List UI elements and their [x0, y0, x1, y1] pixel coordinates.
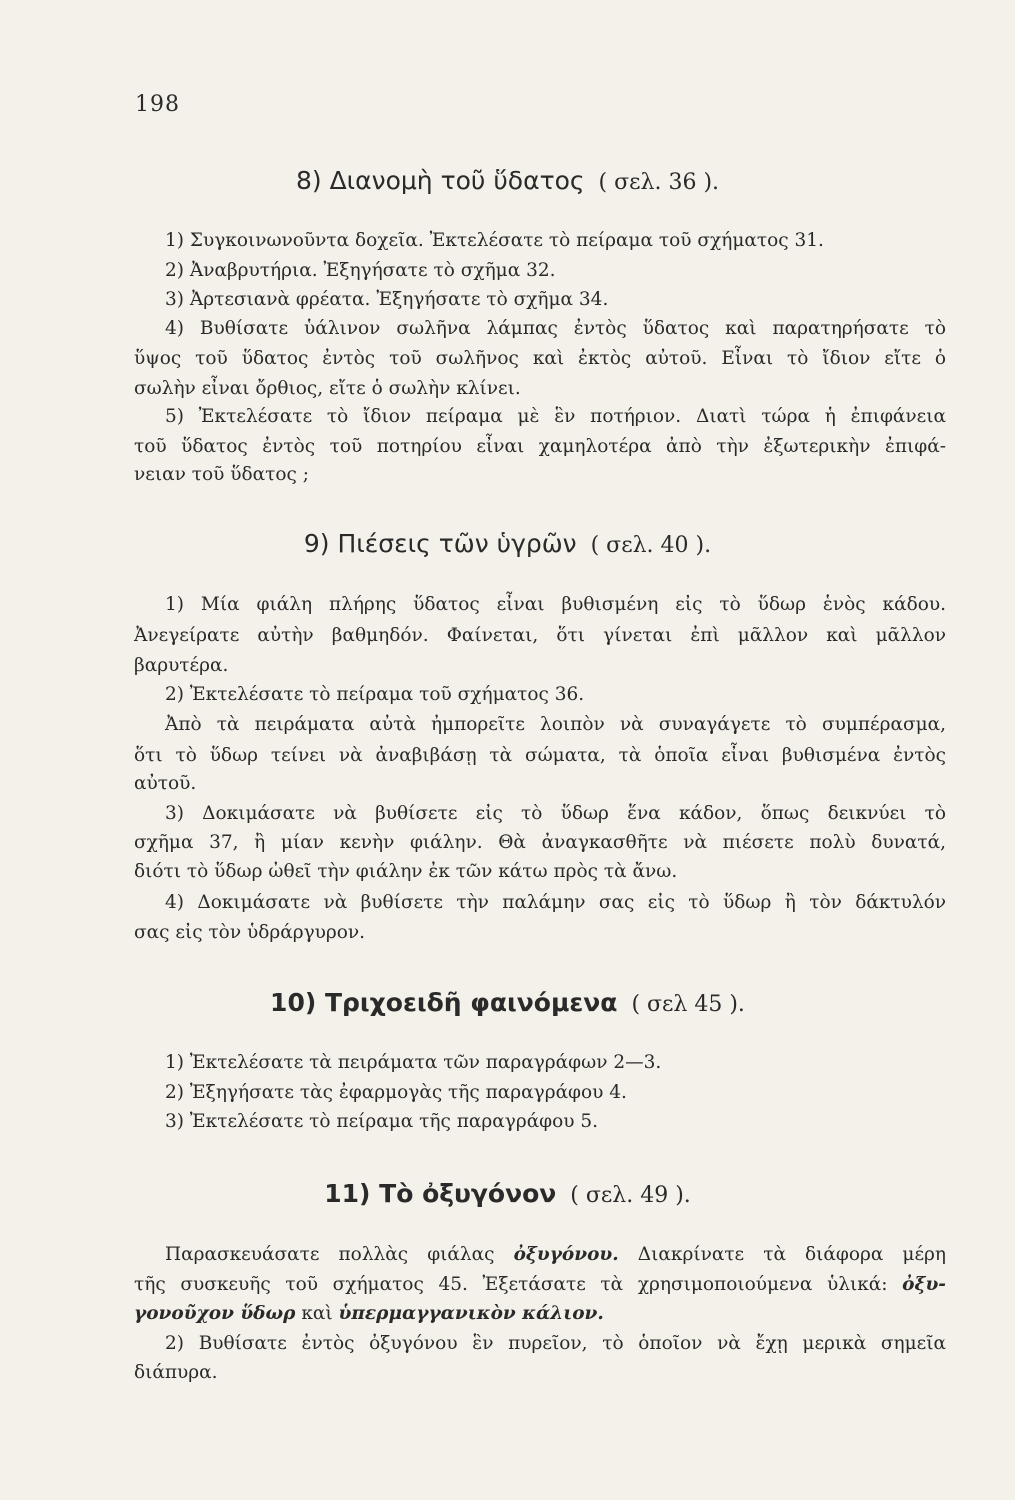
text-line: βαρυτέρα. — [134, 655, 229, 676]
page-number: 198 — [135, 92, 180, 117]
text-line: 1) Μία φιάλη πλήρης ὕδατος εἶναι βυθισμένη εἰς τὸ ὕδωρ ἑνὸς κάδου. — [165, 594, 946, 615]
text-line: 1) Συγκοινωνοῦντα δοχεῖα. Ἐκτελέσατε τὸ πείραμα τοῦ σχήματος 31. — [165, 230, 824, 251]
emphasis-text: ὑπερμαγγανικὸν κάλιον. — [338, 1303, 604, 1324]
text-line: 3) Δοκιμάσατε νὰ βυθίσετε εἰς τὸ ὕδωρ ἕνα κάδον, ὅπως δεικνύει τὸ — [165, 803, 946, 824]
text-line: 5) Ἐκτελέσατε τὸ ἴδιον πείραμα μὲ ἓν ποτήριον. Διατὶ τώρα ἡ ἐπιφάνεια — [165, 406, 946, 427]
text-line: Ἀνεγείρατε αὐτὴν βαθμηδόν. Φαίνεται, ὅτι γίνεται ἐπὶ μᾶλλον καὶ μᾶλλον — [134, 625, 946, 646]
text-line: σας εἰς τὸν ὑδράργυρον. — [134, 922, 366, 943]
text-run: Παρασκευάσατε πολλὰς φιάλας — [165, 1244, 495, 1265]
text-line: διότι τὸ ὕδωρ ὠθεῖ τὴν φιάλην ἐκ τῶν κάτω πρὸς τὰ ἄνω. — [134, 861, 678, 882]
section-title: 11) Τὸ ὀξυγόνον — [324, 1179, 557, 1208]
text-run: Διακρίνατε τὰ διάφορα μέρη — [637, 1244, 946, 1265]
emphasis-text: ὀξυ- — [902, 1274, 946, 1295]
section-page-ref: ( σελ. 40 ). — [590, 533, 712, 558]
section-heading-9 — [0, 529, 1015, 558]
text-line: διάπυρα. — [134, 1362, 218, 1383]
emphasis-text: γονοῦχον ὕδωρ — [134, 1303, 296, 1324]
section-page-ref: ( σελ. 49 ). — [570, 1183, 691, 1208]
section-heading-11 — [0, 1179, 1015, 1208]
section-page-ref: ( σελ 45 ). — [631, 992, 745, 1017]
text-line: 4) Βυθίσατε ὑάλινον σωλῆνα λάμπας ἐντὸς ὕδατος καὶ παρατηρήσατε τὸ — [165, 318, 946, 339]
text-line: 3) Ἀρτεσιανὰ φρέατα. Ἐξηγήσατε τὸ σχῆμα 34. — [165, 289, 609, 310]
text-line: 2) Ἀναβρυτήρια. Ἐξηγήσατε τὸ σχῆμα 32. — [165, 260, 556, 281]
text-line: 2) Βυθίσατε ἐντὸς ὀξυγόνου ἓν πυρεῖον, τὸ ὁποῖον νὰ ἔχῃ μερικὰ σημεῖα — [165, 1333, 946, 1354]
text-run: τῆς συσκευῆς τοῦ σχήματος 45. Ἐξετάσατε τὰ χρησιμοποιούμενα ὑλικά: — [134, 1274, 888, 1295]
text-line: 1) Ἐκτελέσατε τὰ πειράματα τῶν παραγράφων 2—3. — [165, 1052, 662, 1073]
text-line — [134, 1305, 604, 1324]
section-page-ref: ( σελ. 36 ). — [598, 170, 720, 195]
text-line: 4) Δοκιμάσατε νὰ βυθίσετε τὴν παλάμην σας εἰς τὸ ὕδωρ ἢ τὸν δάκτυλόν — [165, 892, 946, 913]
text-line: σωλὴν εἶναι ὄρθιος, εἴτε ὁ σωλὴν κλίνει. — [134, 378, 521, 399]
text-run: καὶ — [301, 1303, 333, 1324]
section-title: 9) Πιέσεις τῶν ὑγρῶν — [303, 529, 577, 558]
text-line: 2) Ἐξηγήσατε τὰς ἐφαρμογὰς τῆς παραγράφου 4. — [165, 1082, 627, 1103]
text-line: νειαν τοῦ ὕδατος ; — [134, 464, 309, 485]
section-title: 10) Τριχοειδῆ φαινόμενα — [270, 988, 618, 1017]
text-line: ὕψος τοῦ ὕδατος ἐντὸς τοῦ σωλῆνος καὶ ἐκτὸς αὐτοῦ. Εἶναι τὸ ἴδιον εἴτε ὁ — [134, 348, 946, 369]
text-line: σχῆμα 37, ἢ μίαν κενὴν φιάλην. Θὰ ἀναγκασθῆτε νὰ πιέσετε πολὺ δυνατά, — [134, 832, 946, 853]
text-line: 3) Ἐκτελέσατε τὸ πείραμα τῆς παραγράφου 5. — [165, 1111, 599, 1132]
text-line — [134, 1276, 946, 1295]
text-line: τοῦ ὕδατος ἐντὸς τοῦ ποτηρίου εἶναι χαμηλοτέρα ἀπὸ τὴν ἐξωτερικὴν ἐπιφά- — [134, 436, 946, 457]
section-heading-8 — [0, 166, 1015, 195]
text-line: ὅτι τὸ ὕδωρ τείνει νὰ ἀναβιβάσῃ τὰ σώματα, τὰ ὁποῖα εἶναι βυθισμένα ἐντὸς — [134, 745, 946, 766]
text-line: Ἀπὸ τὰ πειράματα αὐτὰ ἠμπορεῖτε λοιπὸν νὰ συναγάγετε τὸ συμπέρασμα, — [165, 714, 946, 735]
text-line: αὐτοῦ. — [134, 773, 197, 794]
section-title: 8) Διανομὴ τοῦ ὕδατος — [295, 166, 585, 195]
emphasis-text: ὀξυγόνου. — [513, 1244, 619, 1265]
section-heading-10 — [0, 988, 1015, 1017]
text-line — [165, 1246, 946, 1265]
text-line: 2) Ἐκτελέσατε τὸ πείραμα τοῦ σχήματος 36. — [165, 684, 585, 705]
